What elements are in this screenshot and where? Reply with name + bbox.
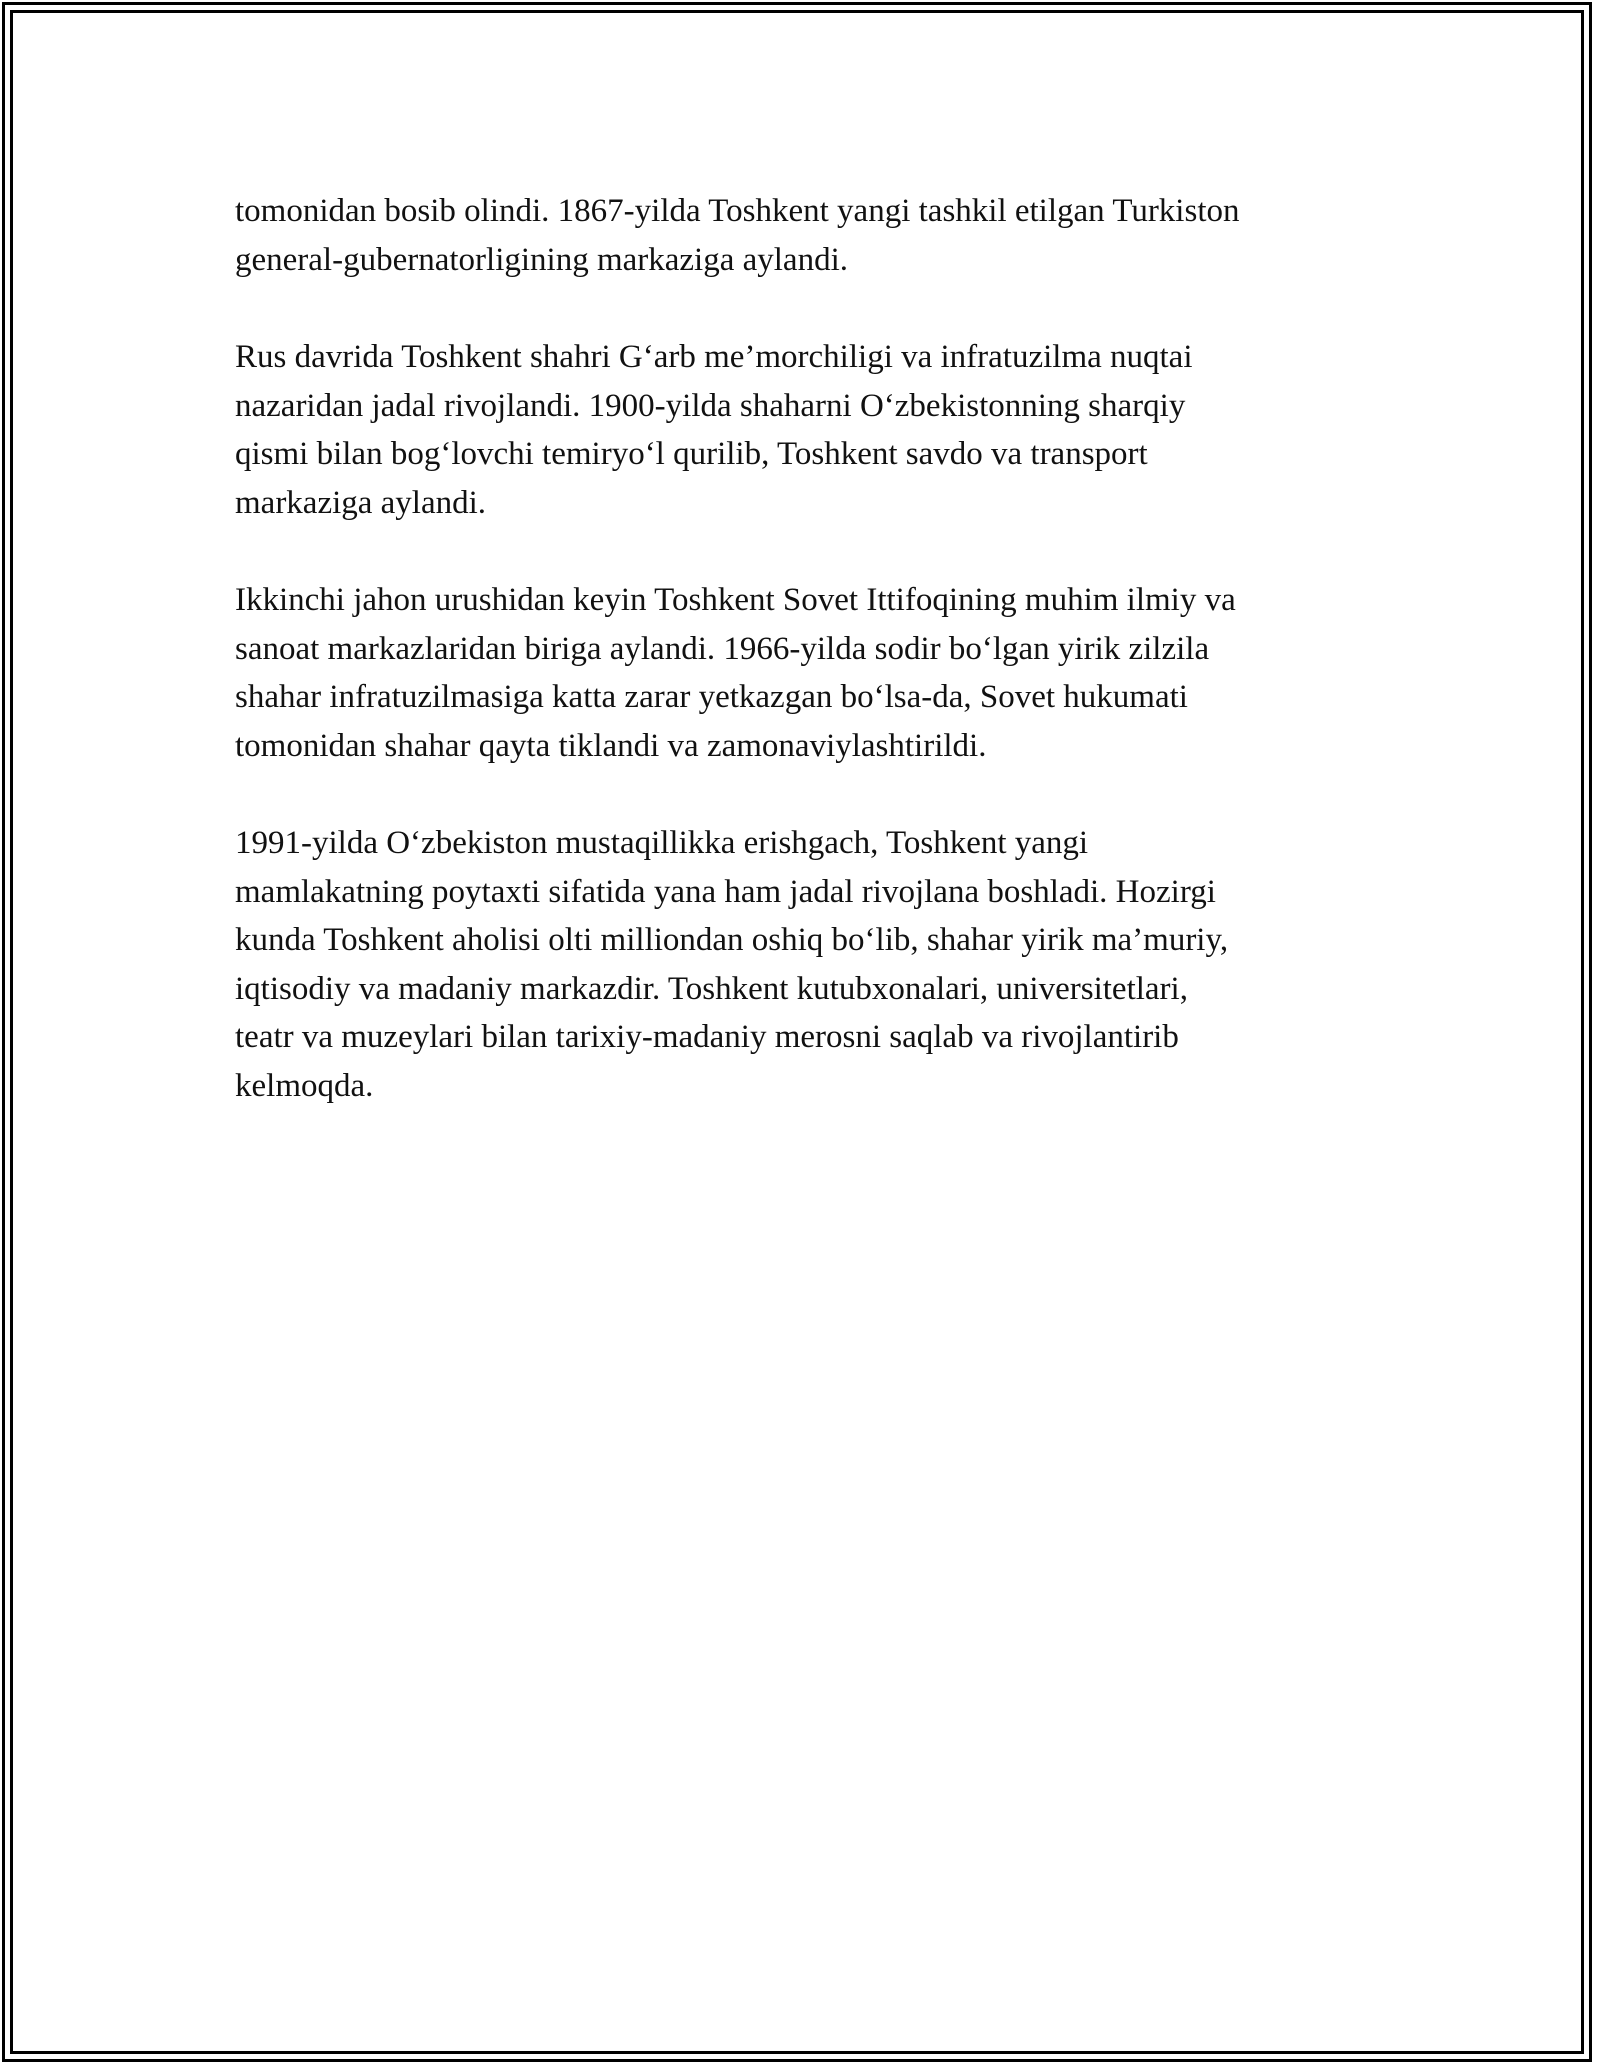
text-line: nazaridan jadal rivojlandi. 1900-yilda shaharni O‘zbekistonning sharqiy	[235, 387, 1186, 424]
text-line: Ikkinchi jahon urushidan keyin Toshkent Sovet Ittifoqining muhim ilmiy va	[235, 582, 1236, 618]
paragraph-2	[235, 333, 1385, 527]
text-line: Rus davrida Toshkent shahri G‘arb me’morchiligi va infratuzilma nuqtai	[235, 339, 1193, 375]
text-line: kelmoqda.	[235, 1067, 374, 1104]
text-line: shahar infratuzilmasiga katta zarar yetkazgan bo‘lsa-da, Sovet hukumati	[235, 679, 1188, 715]
text-line: sanoat markazlaridan biriga aylandi. 1966-yilda sodir bo‘lgan yirik zilzila	[235, 630, 1210, 667]
text-line: kunda Toshkent aholisi olti milliondan oshiq bo‘lib, shahar yirik ma’muriy,	[235, 922, 1229, 958]
text-line: markaziga aylandi.	[235, 484, 487, 521]
text-line: 1991-yilda O‘zbekiston mustaqillikka erishgach, Toshkent yangi	[235, 825, 1089, 861]
text-line: mamlakatning poytaxti sifatida yana ham jadal rivojlana boshladi. Hozirgi	[235, 873, 1216, 910]
text-line: iqtisodiy va madaniy markazdir. Toshkent kutubxonalari, universitetlari,	[235, 970, 1188, 1007]
text-line: general-gubernatorligining markaziga aylandi.	[235, 241, 848, 278]
text-line: teatr va muzeylari bilan tarixiy-madaniy merosni saqlab va rivojlantirib	[235, 1019, 1179, 1055]
paragraph-4	[235, 819, 1385, 1110]
text-line: qismi bilan bog‘lovchi temiryo‘l qurilib, Toshkent savdo va transport	[235, 436, 1148, 472]
document-body	[235, 187, 1385, 1159]
text-line: tomonidan bosib olindi. 1867-yilda Toshkent yangi tashkil etilgan Turkiston	[235, 193, 1240, 229]
text-line: tomonidan shahar qayta tiklandi va zamonaviylashtirildi.	[235, 727, 987, 764]
paragraph-3	[235, 576, 1385, 770]
paragraph-1	[235, 187, 1385, 284]
